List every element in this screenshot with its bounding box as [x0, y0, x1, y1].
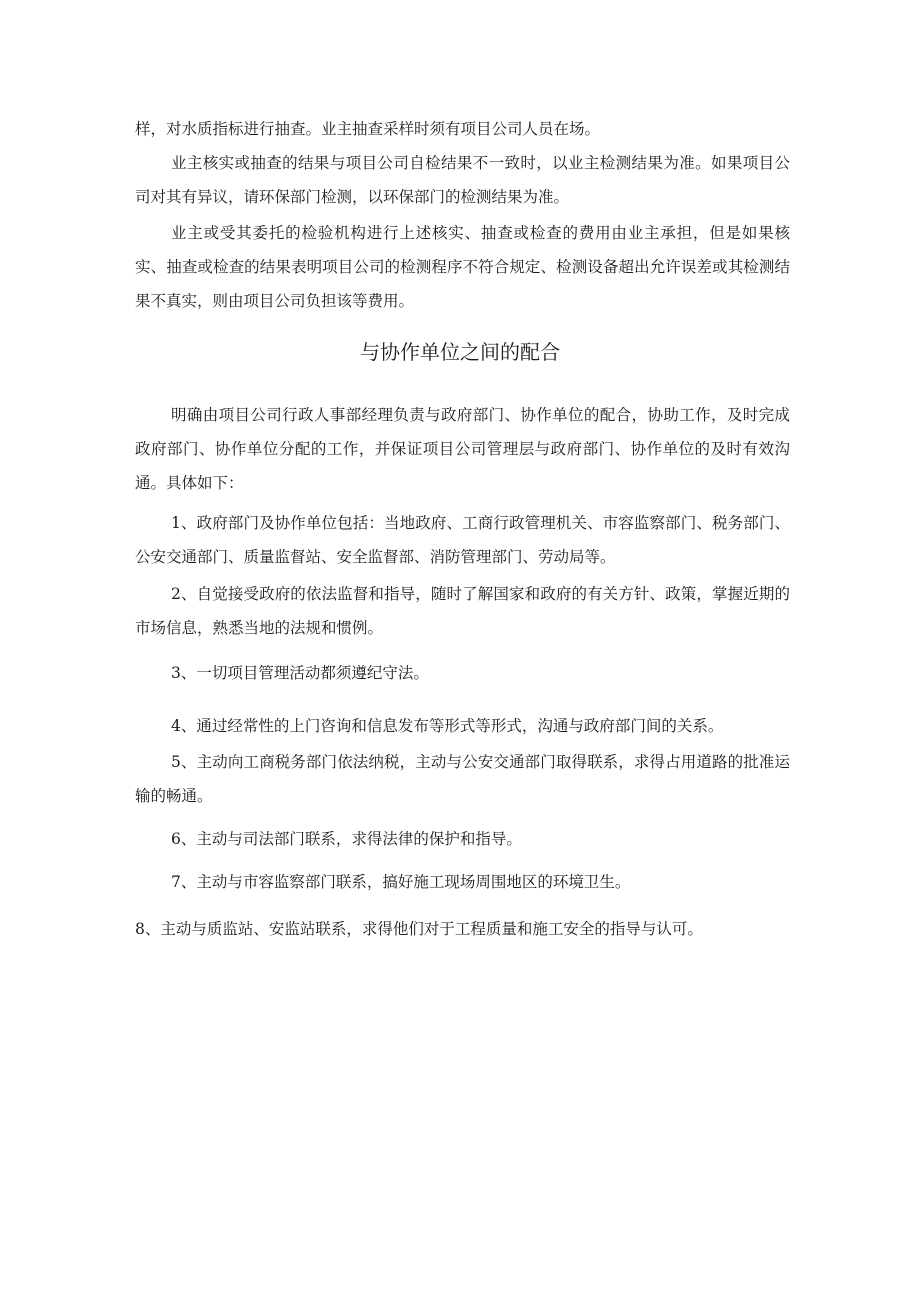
list-item-3: 3、一切项目管理活动都须遵纪守法。	[171, 664, 429, 682]
paragraph-owner-verification: 业主核实或抽查的结果与项目公司自检结果不一致时，以业主检测结果为准。如果项目公司对其有异议，请环保部门检测，以环保部门的检测结果为准。	[135, 154, 790, 206]
list-item-5: 5、主动向工商税务部门依法纳税，主动与公安交通部门取得联系，求得占用道路的批准运输的畅通。	[135, 753, 790, 805]
paragraph-continuation: 样，对水质指标进行抽查。业主抽查采样时须有项目公司人员在场。	[135, 120, 601, 138]
list-item-1: 1、政府部门及协作单位包括：当地政府、工商行政管理机关、市容监察部门、税务部门、公安交通部门、质量监督站、安全监督部、消防管理部门、劳动局等。	[135, 514, 790, 566]
section-heading: 与协作单位之间的配合	[360, 340, 560, 364]
paragraph-inspection-cost: 业主或受其委托的检验机构进行上述核实、抽查或检查的费用由业主承担，但是如果核实、抽查或检查的结果表明项目公司的检测程序不符合规定、检测设备超出允许误差或其检测结果不真实，则由项目公司负担该等费用。	[135, 224, 790, 310]
list-item-2: 2、自觉接受政府的依法监督和指导，随时了解国家和政府的有关方针、政策，掌握近期的市场信息，熟悉当地的法规和惯例。	[135, 585, 790, 637]
list-item-8: 8、主动与质监站、安监站联系，求得他们对于工程质量和施工安全的指导与认可。	[135, 920, 703, 938]
list-item-7: 7、主动与市容监察部门联系，搞好施工现场周围地区的环境卫生。	[171, 873, 631, 891]
list-item-4: 4、通过经常性的上门咨询和信息发布等形式等形式，沟通与政府部门间的关系。	[171, 717, 724, 735]
list-item-6: 6、主动与司法部门联系，求得法律的保护和指导。	[171, 830, 522, 848]
paragraph-intro: 明确由项目公司行政人事部经理负责与政府部门、协作单位的配合，协助工作，及时完成政府部门、协作单位分配的工作，并保证项目公司管理层与政府部门、协作单位的及时有效沟通。具体如下：	[135, 406, 790, 492]
